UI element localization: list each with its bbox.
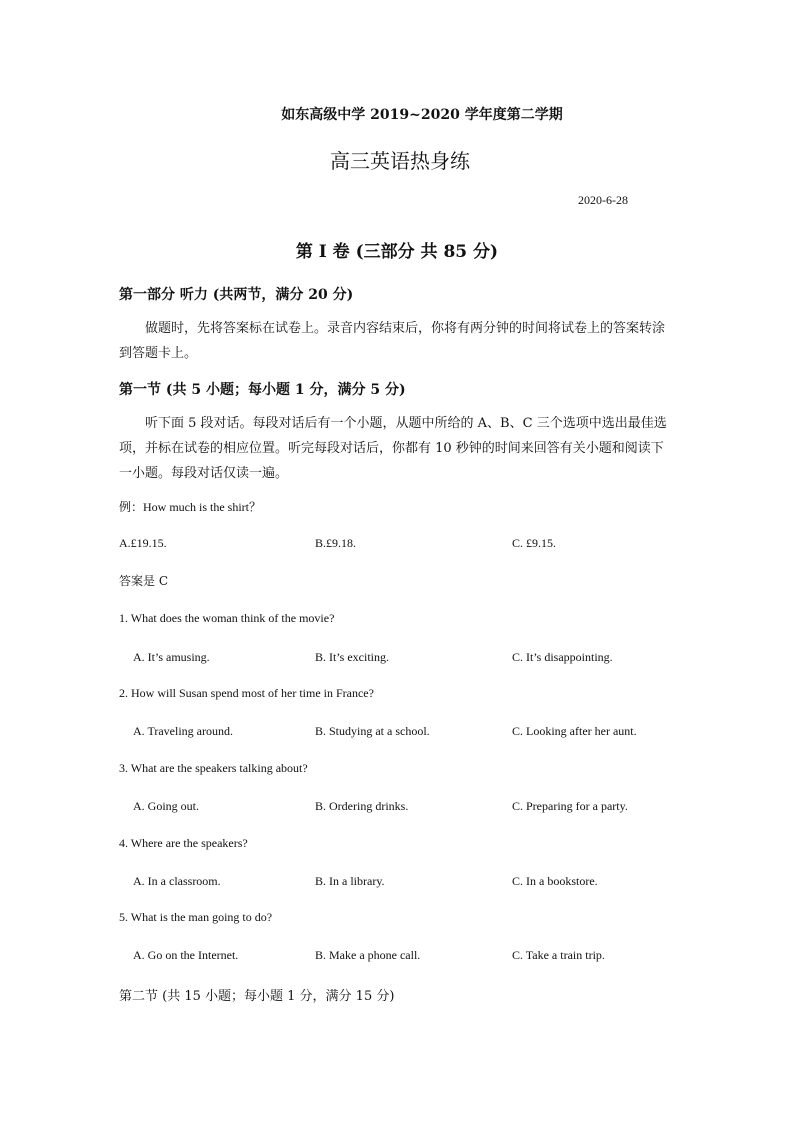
question-2-stem: 2. How will Susan spend most of her time in France? [119, 686, 374, 700]
example-option-a: A.£19.15. [119, 536, 167, 550]
section1-heading: 第一节 (共 5 小题；每小题 1 分，满分 5 分) [119, 382, 406, 398]
volume-title: 第 I 卷 (三部分 共 85 分) [295, 242, 499, 262]
question-1-option-b: B. It’s exciting. [315, 650, 389, 664]
question-5-option-a: A. Go on the Internet. [133, 948, 239, 962]
part1-heading: 第一部分 听力 (共两节，满分 20 分) [119, 287, 354, 303]
question-2-option-a: A. Traveling around. [133, 724, 233, 738]
question-4-option-a: A. In a classroom. [133, 874, 221, 888]
exam-date: 2020-6-28 [578, 193, 628, 207]
example-stem: 例：How much is the shirt？ [119, 500, 261, 514]
question-1-option-c: C. It’s disappointing. [512, 650, 613, 664]
school-term-line: 如东高级中学 2019~2020 学年度第二学期 [281, 107, 563, 123]
question-2-option-c: C. Looking after her aunt. [512, 724, 637, 738]
question-5-stem: 5. What is the man going to do? [119, 910, 273, 924]
question-4-option-c: C. In a bookstore. [512, 874, 598, 888]
question-4-stem: 4. Where are the speakers? [119, 836, 248, 850]
part1-instructions: 做题时，先将答案标在试卷上。录音内容结束后，你将有两分钟的时间将试卷上的答案转涂到答题卡上。 [119, 321, 666, 361]
section1-instructions: 听下面 5 段对话。每段对话后有一个小题，从题中所给的 A、B、C 三个选项中选出最佳选项，并标在试卷的相应位置。听完每段对话后，你都有 10 秒钟的时间来回答有关小题和阅读下一小题。每段对话仅读一遍。 [119, 416, 667, 481]
question-3-option-a: A. Going out. [133, 799, 199, 813]
example-answer: 答案是 C [119, 574, 168, 588]
example-option-c: C. £9.15. [512, 536, 557, 550]
question-2-option-b: B. Studying at a school. [315, 724, 430, 738]
question-3-stem: 3. What are the speakers talking about? [119, 761, 308, 775]
question-5-option-b: B. Make a phone call. [315, 948, 421, 962]
question-3-option-b: B. Ordering drinks. [315, 799, 409, 813]
section2-heading: 第二节 (共 15 小题；每小题 1 分，满分 15 分) [119, 989, 395, 1004]
example-option-b: B.£9.18. [315, 536, 357, 550]
exam-title: 高三英语热身练 [330, 149, 470, 173]
question-1-stem: 1. What does the woman think of the movie? [119, 611, 335, 625]
question-4-option-b: B. In a library. [315, 874, 385, 888]
question-3-option-c: C. Preparing for a party. [512, 799, 628, 813]
question-5-option-c: C. Take a train trip. [512, 948, 605, 962]
question-1-option-a: A. It’s amusing. [133, 650, 210, 664]
